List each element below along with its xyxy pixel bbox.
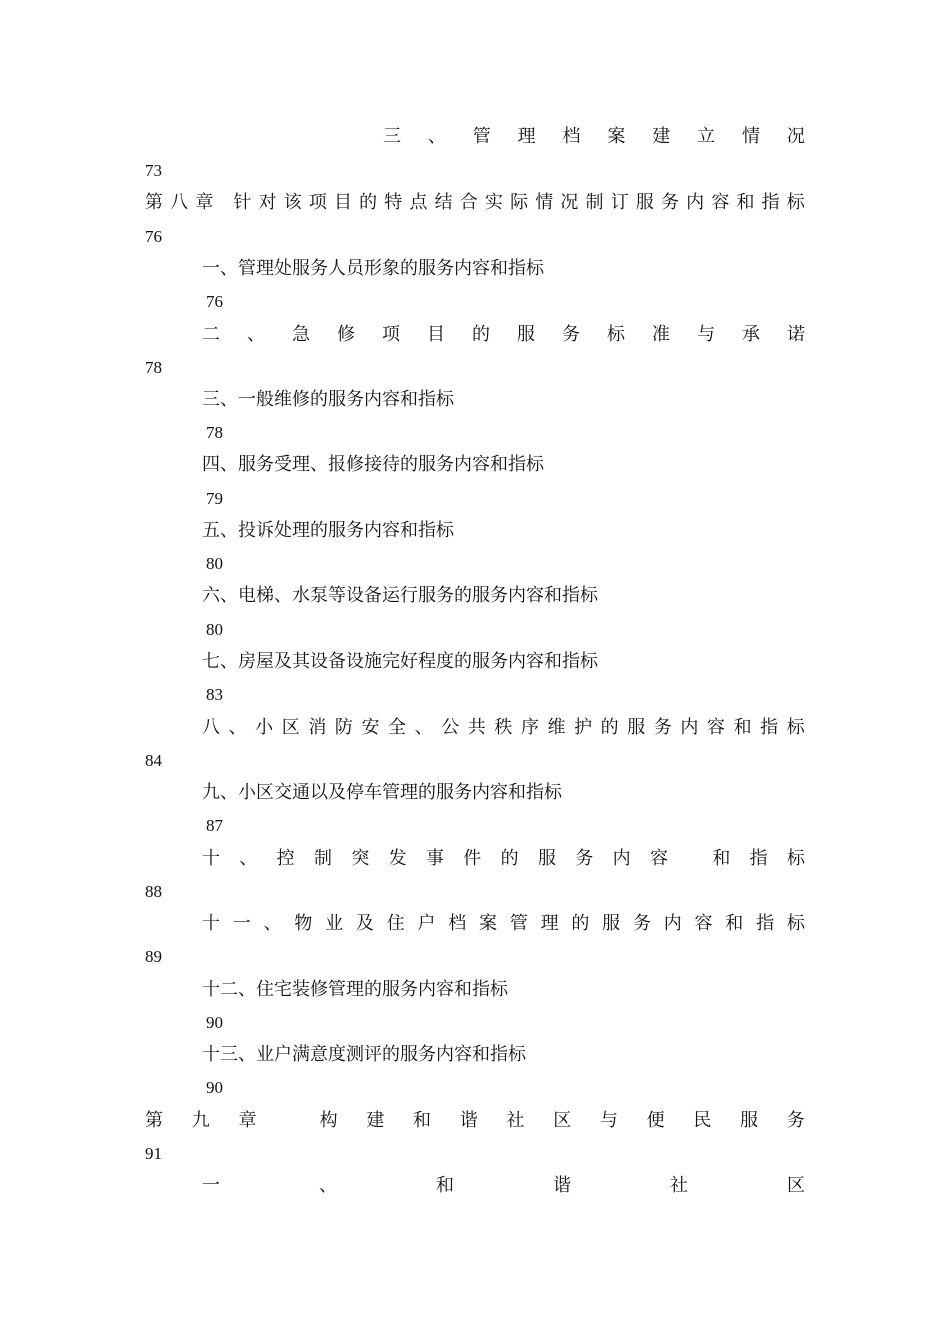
- toc-entry-page: 78: [206, 423, 223, 442]
- toc-entry-page: 90: [206, 1078, 223, 1097]
- toc-title-char: 第: [145, 1110, 163, 1131]
- toc-title-char: 护: [574, 717, 593, 738]
- toc-title-char: 容: [711, 192, 730, 213]
- toc-title-char: 安: [361, 717, 380, 738]
- toc-title-char: 急: [292, 324, 310, 345]
- toc-entry-title: [202, 320, 805, 350]
- toc-title-char: 针: [233, 192, 252, 213]
- toc-title-char: 序: [520, 717, 539, 738]
- toc-title-char: 防: [334, 717, 353, 738]
- toc-entry-page: 78: [145, 358, 162, 377]
- toc-entry-page: 76: [206, 292, 223, 311]
- toc-title-char: 住: [386, 913, 405, 934]
- toc-title-char: 目: [333, 192, 352, 213]
- toc-title-char: 档: [448, 913, 467, 934]
- toc-title-char: 标: [786, 192, 805, 213]
- toc-title-char: 案: [607, 126, 626, 147]
- toc-title-char: 档: [562, 126, 581, 147]
- toc-entry-title: [383, 122, 805, 152]
- toc-title-char: 控: [276, 848, 295, 869]
- toc-title-char: 该: [283, 192, 302, 213]
- toc-title-char: 准: [652, 324, 670, 345]
- toc-title-char: 和: [733, 717, 752, 738]
- toc-title-char: 案: [479, 913, 498, 934]
- toc-title-char: 第: [145, 192, 163, 213]
- toc-title-char: 的: [600, 717, 619, 738]
- toc-title-char: 建: [366, 1110, 385, 1131]
- toc-title-char: 、: [319, 1175, 337, 1196]
- toc-title-char: 内: [612, 848, 631, 869]
- toc-title-char: 特: [384, 192, 403, 213]
- toc-title-char: 况: [786, 126, 805, 147]
- toc-title-char: 情: [535, 192, 554, 213]
- toc-title-char: [285, 1106, 291, 1136]
- toc-title-char: 指: [761, 192, 780, 213]
- toc-title-char: 章: [195, 192, 214, 213]
- toc-entry-title: 九、小区交通以及停车管理的服务内容和指标: [202, 782, 562, 803]
- toc-title-char: 管: [472, 126, 491, 147]
- toc-title-char: 际: [510, 192, 529, 213]
- toc-title-char: 承: [742, 324, 760, 345]
- toc-title-char: [220, 188, 226, 218]
- toc-title-char: 社: [670, 1175, 688, 1196]
- toc-entry-page: 79: [206, 489, 223, 508]
- toc-entry-title: 七、房屋及其设备设施完好程度的服务内容和指标: [202, 651, 598, 672]
- toc-title-char: 指: [756, 913, 775, 934]
- toc-title-char: 务: [661, 192, 680, 213]
- toc-entry-page: 80: [206, 620, 223, 639]
- toc-title-char: 便: [646, 1110, 665, 1131]
- toc-title-char: 秩: [494, 717, 513, 738]
- toc-title-char: 务: [632, 913, 651, 934]
- toc-title-char: 结: [434, 192, 453, 213]
- toc-entry-title: [202, 713, 805, 743]
- toc-title-char: 订: [610, 192, 629, 213]
- toc-chapter-title: [145, 1106, 805, 1136]
- toc-title-char: 谐: [459, 1110, 478, 1131]
- toc-entry-title: 十二、住宅装修管理的服务内容和指标: [202, 979, 508, 1000]
- toc-title-char: 区: [787, 1175, 805, 1196]
- toc-title-char: 与: [697, 324, 715, 345]
- toc-title-char: 服: [740, 1110, 759, 1131]
- toc-title-char: 服: [627, 717, 646, 738]
- toc-title-char: 十: [202, 848, 220, 869]
- toc-entry-title: 六、电梯、水泵等设备运行服务的服务内容和指标: [202, 585, 598, 606]
- toc-title-char: 务: [575, 848, 594, 869]
- toc-entry-title: 一、管理处服务人员形象的服务内容和指标: [202, 258, 544, 279]
- toc-title-char: 情: [742, 126, 760, 147]
- toc-entry-page: 87: [206, 816, 223, 835]
- toc-title-char: 区: [281, 717, 300, 738]
- toc-title-char: 九: [191, 1110, 210, 1131]
- toc-title-char: 、: [427, 126, 446, 147]
- toc-title-char: 业: [325, 913, 344, 934]
- toc-title-char: 公: [441, 717, 460, 738]
- toc-title-char: 事: [425, 848, 444, 869]
- toc-title-char: 服: [537, 848, 556, 869]
- toc-entry-page: 88: [145, 882, 162, 901]
- toc-chapter-title: [145, 188, 805, 218]
- toc-entry-page: 83: [206, 685, 223, 704]
- toc-entry-page: 80: [206, 554, 223, 573]
- toc-title-char: 诺: [787, 324, 805, 345]
- toc-title-char: 务: [562, 324, 580, 345]
- toc-title-char: 项: [382, 324, 400, 345]
- toc-title-char: 、: [247, 324, 265, 345]
- toc-title-char: 管: [509, 913, 528, 934]
- toc-title-char: 、: [239, 848, 258, 869]
- toc-title-char: 目: [427, 324, 445, 345]
- toc-title-char: 八: [202, 717, 220, 738]
- toc-title-char: 内: [680, 717, 699, 738]
- toc-title-char: 实: [484, 192, 503, 213]
- toc-title-char: 制: [585, 192, 604, 213]
- toc-title-char: 对: [258, 192, 277, 213]
- toc-title-char: 和: [436, 1175, 454, 1196]
- toc-title-char: 标: [607, 324, 625, 345]
- toc-title-char: 社: [506, 1110, 525, 1131]
- toc-title-char: 合: [459, 192, 478, 213]
- toc-title-char: 标: [786, 913, 805, 934]
- toc-title-char: 制: [313, 848, 332, 869]
- toc-title-char: 和: [413, 1110, 432, 1131]
- toc-title-char: 消: [308, 717, 327, 738]
- toc-entry-title: 四、服务受理、报修接待的服务内容和指标: [202, 454, 544, 475]
- toc-title-char: 建: [652, 126, 671, 147]
- toc-title-char: 一: [232, 913, 251, 934]
- toc-title-char: 十: [202, 913, 220, 934]
- toc-title-char: 服: [602, 913, 621, 934]
- toc-title-char: 的: [472, 324, 490, 345]
- toc-entry-title: [202, 844, 805, 874]
- toc-title-char: 三: [383, 126, 401, 147]
- toc-entry-title: 五、投诉处理的服务内容和指标: [202, 520, 454, 541]
- toc-title-char: 突: [351, 848, 370, 869]
- toc-title-char: 物: [294, 913, 313, 934]
- toc-title-char: 的: [571, 913, 590, 934]
- toc-entry-page: 73: [145, 161, 162, 180]
- toc-entry-page: 84: [145, 751, 162, 770]
- toc-title-char: 务: [786, 1110, 805, 1131]
- toc-title-char: 项: [308, 192, 327, 213]
- toc-title-char: 构: [319, 1110, 338, 1131]
- toc-title-char: 与: [599, 1110, 618, 1131]
- toc-title-char: 标: [786, 717, 805, 738]
- toc-title-char: 和: [736, 192, 755, 213]
- toc-entry-page: 90: [206, 1013, 223, 1032]
- toc-title-char: 立: [697, 126, 716, 147]
- toc-title-char: 、: [228, 717, 247, 738]
- toc-title-char: 及: [355, 913, 374, 934]
- toc-entry-title: 三、一般维修的服务内容和指标: [202, 389, 454, 410]
- toc-title-char: 和: [725, 913, 744, 934]
- toc-title-char: 谐: [553, 1175, 571, 1196]
- toc-title-char: 、: [414, 717, 433, 738]
- toc-title-char: 内: [663, 913, 682, 934]
- toc-title-char: 标: [786, 848, 805, 869]
- toc-title-char: 章: [238, 1110, 257, 1131]
- toc-title-char: 容: [694, 913, 713, 934]
- toc-entry-page: 91: [145, 1144, 162, 1163]
- toc-entry-page: 76: [145, 227, 162, 246]
- toc-title-char: 服: [635, 192, 654, 213]
- toc-title-char: 全: [388, 717, 407, 738]
- toc-title-char: 二: [202, 324, 220, 345]
- toc-title-char: 点: [409, 192, 428, 213]
- toc-title-char: 理: [540, 913, 559, 934]
- toc-title-char: 和: [712, 848, 731, 869]
- toc-title-char: 共: [467, 717, 486, 738]
- toc-title-char: 维: [547, 717, 566, 738]
- toc-title-char: 容: [706, 717, 725, 738]
- toc-title-char: 、: [263, 913, 282, 934]
- toc-title-char: 发: [388, 848, 407, 869]
- toc-title-char: 况: [560, 192, 579, 213]
- toc-title-char: 容: [649, 848, 668, 869]
- toc-title-char: 区: [553, 1110, 572, 1131]
- toc-title-char: 务: [653, 717, 672, 738]
- toc-title-char: 内: [686, 192, 705, 213]
- toc-entry-title: [202, 1171, 805, 1201]
- toc-title-char: 服: [517, 324, 535, 345]
- toc-title-char: 件: [463, 848, 482, 869]
- toc-title-char: 指: [749, 848, 768, 869]
- toc-title-char: 小: [255, 717, 274, 738]
- toc-entry-page: 89: [145, 947, 162, 966]
- toc-entry-title: 十三、业户满意度测评的服务内容和指标: [202, 1044, 526, 1065]
- toc-title-char: 民: [693, 1110, 712, 1131]
- toc-title-char: 修: [337, 324, 355, 345]
- toc-title-char: 指: [760, 717, 779, 738]
- toc-entry-title: [202, 909, 805, 939]
- toc-title-char: 的: [500, 848, 519, 869]
- toc-title-char: 八: [170, 192, 189, 213]
- toc-title-char: 理: [517, 126, 536, 147]
- toc-title-char: 户: [417, 913, 436, 934]
- toc-title-char: [687, 844, 693, 874]
- toc-title-char: 一: [202, 1175, 220, 1196]
- toc-title-char: 的: [359, 192, 378, 213]
